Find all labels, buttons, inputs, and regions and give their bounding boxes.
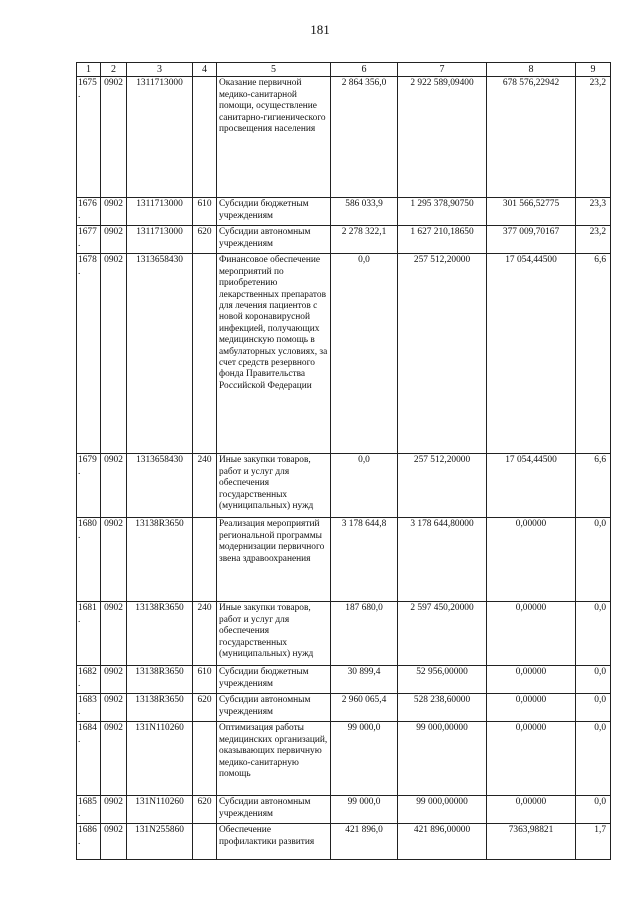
row-number: 1685. (77, 796, 101, 824)
value-col6: 0,0 (331, 254, 398, 454)
value-col7: 257 512,20000 (398, 254, 487, 454)
table-row (77, 254, 611, 454)
value-col7: 99 000,00000 (398, 722, 487, 796)
row-number: 1681. (77, 602, 101, 666)
value-col8: 0,00000 (487, 796, 576, 824)
value-col8: 17 054,44500 (487, 254, 576, 454)
value-col8: 0,00000 (487, 602, 576, 666)
percent: 23,2 (576, 77, 611, 198)
expense-type (193, 254, 217, 454)
column-header: 9 (576, 63, 611, 77)
value-col8: 0,00000 (487, 518, 576, 602)
item-name: Субсидии автономным учреждениям (217, 694, 331, 722)
value-col8: 377 009,70167 (487, 226, 576, 254)
value-col7: 3 178 644,80000 (398, 518, 487, 602)
section-code: 0902 (101, 454, 127, 518)
column-header: 4 (193, 63, 217, 77)
item-name: Реализация мероприятий региональной программы модернизации первичного звена здравоохранения (217, 518, 331, 602)
value-col8: 678 576,22942 (487, 77, 576, 198)
table-row (77, 198, 611, 226)
item-name: Иные закупки товаров, работ и услуг для обеспечения государственных (муниципальных) нужд (217, 454, 331, 518)
row-number: 1679. (77, 454, 101, 518)
section-code: 0902 (101, 77, 127, 198)
section-code: 0902 (101, 824, 127, 860)
table-row (77, 824, 611, 860)
table-row (77, 722, 611, 796)
item-name: Иные закупки товаров, работ и услуг для обеспечения государственных (муниципальных) нужд (217, 602, 331, 666)
value-col7: 1 627 210,18650 (398, 226, 487, 254)
row-number: 1682. (77, 666, 101, 694)
value-col7: 257 512,20000 (398, 454, 487, 518)
column-header: 6 (331, 63, 398, 77)
percent: 6,6 (576, 454, 611, 518)
value-col7: 52 956,00000 (398, 666, 487, 694)
column-header: 3 (127, 63, 193, 77)
value-col8: 301 566,52775 (487, 198, 576, 226)
row-number: 1684. (77, 722, 101, 796)
item-name: Оптимизация работы медицинских организаций, оказывающих первичную медико-санитарную помощь (217, 722, 331, 796)
value-col6: 421 896,0 (331, 824, 398, 860)
value-col8: 0,00000 (487, 694, 576, 722)
percent: 0,0 (576, 602, 611, 666)
header-row (77, 63, 611, 77)
table-row (77, 602, 611, 666)
column-header: 1 (77, 63, 101, 77)
item-name: Оказание первичной медико-санитарной помощи, осуществление санитарно-гигиенического просвещения населения (217, 77, 331, 198)
row-number: 1678. (77, 254, 101, 454)
expense-type: 620 (193, 226, 217, 254)
page-number: 181 (310, 22, 330, 37)
item-name: Субсидии бюджетным учреждениям (217, 666, 331, 694)
column-header: 2 (101, 63, 127, 77)
expense-type (193, 518, 217, 602)
percent: 1,7 (576, 824, 611, 860)
row-number: 1675. (77, 77, 101, 198)
target-article: 1311713000 (127, 77, 193, 198)
value-col8: 17 054,44500 (487, 454, 576, 518)
percent: 0,0 (576, 694, 611, 722)
value-col7: 421 896,00000 (398, 824, 487, 860)
table-row (77, 694, 611, 722)
value-col6: 2 960 065,4 (331, 694, 398, 722)
expense-type: 240 (193, 454, 217, 518)
percent: 0,0 (576, 666, 611, 694)
value-col7: 528 238,60000 (398, 694, 487, 722)
expense-type: 240 (193, 602, 217, 666)
value-col8: 0,00000 (487, 722, 576, 796)
value-col6: 30 899,4 (331, 666, 398, 694)
expense-type: 620 (193, 694, 217, 722)
expense-type (193, 77, 217, 198)
row-number: 1686. (77, 824, 101, 860)
column-header: 7 (398, 63, 487, 77)
target-article: 1311713000 (127, 226, 193, 254)
value-col7: 99 000,00000 (398, 796, 487, 824)
percent: 6,6 (576, 254, 611, 454)
target-article: 131N255860 (127, 824, 193, 860)
section-code: 0902 (101, 722, 127, 796)
item-name: Финансовое обеспечение мероприятий по приобретению лекарственных препаратов для лечения пациентов с новой коронавирусной инфекцией, получающих медицинскую помощь в амбулаторных условиях, за счет средств резервного фонда Правительства Российской Федерации (217, 254, 331, 454)
item-name: Обеспечение профилактики развития (217, 824, 331, 860)
value-col8: 7363,98821 (487, 824, 576, 860)
item-name: Субсидии автономным учреждениям (217, 226, 331, 254)
percent: 0,0 (576, 796, 611, 824)
item-name: Субсидии автономным учреждениям (217, 796, 331, 824)
section-code: 0902 (101, 602, 127, 666)
percent: 0,0 (576, 518, 611, 602)
section-code: 0902 (101, 254, 127, 454)
value-col7: 2 597 450,20000 (398, 602, 487, 666)
column-header: 5 (217, 63, 331, 77)
target-article: 13138R3650 (127, 518, 193, 602)
expense-type: 610 (193, 198, 217, 226)
target-article: 13138R3650 (127, 694, 193, 722)
value-col6: 0,0 (331, 454, 398, 518)
table-row (77, 796, 611, 824)
section-code: 0902 (101, 666, 127, 694)
value-col8: 0,00000 (487, 666, 576, 694)
percent: 23,2 (576, 226, 611, 254)
table-row (77, 666, 611, 694)
target-article: 13138R3650 (127, 666, 193, 694)
budget-table (76, 62, 611, 860)
row-number: 1680. (77, 518, 101, 602)
row-number: 1677. (77, 226, 101, 254)
row-number: 1676. (77, 198, 101, 226)
value-col7: 2 922 589,09400 (398, 77, 487, 198)
target-article: 1313658430 (127, 254, 193, 454)
section-code: 0902 (101, 518, 127, 602)
value-col6: 586 033,9 (331, 198, 398, 226)
table-row (77, 77, 611, 198)
percent: 23,3 (576, 198, 611, 226)
table-row (77, 518, 611, 602)
row-number: 1683. (77, 694, 101, 722)
value-col6: 99 000,0 (331, 722, 398, 796)
section-code: 0902 (101, 694, 127, 722)
expense-type (193, 824, 217, 860)
target-article: 1311713000 (127, 198, 193, 226)
value-col6: 2 278 322,1 (331, 226, 398, 254)
value-col6: 3 178 644,8 (331, 518, 398, 602)
target-article: 13138R3650 (127, 602, 193, 666)
target-article: 131N110260 (127, 722, 193, 796)
section-code: 0902 (101, 796, 127, 824)
expense-type (193, 722, 217, 796)
value-col7: 1 295 378,90750 (398, 198, 487, 226)
target-article: 1313658430 (127, 454, 193, 518)
value-col6: 187 680,0 (331, 602, 398, 666)
target-article: 131N110260 (127, 796, 193, 824)
column-header: 8 (487, 63, 576, 77)
percent: 0,0 (576, 722, 611, 796)
section-code: 0902 (101, 226, 127, 254)
section-code: 0902 (101, 198, 127, 226)
table-row (77, 226, 611, 254)
expense-type: 610 (193, 666, 217, 694)
table-row (77, 454, 611, 518)
value-col6: 99 000,0 (331, 796, 398, 824)
value-col6: 2 864 356,0 (331, 77, 398, 198)
expense-type: 620 (193, 796, 217, 824)
item-name: Субсидии бюджетным учреждениям (217, 198, 331, 226)
